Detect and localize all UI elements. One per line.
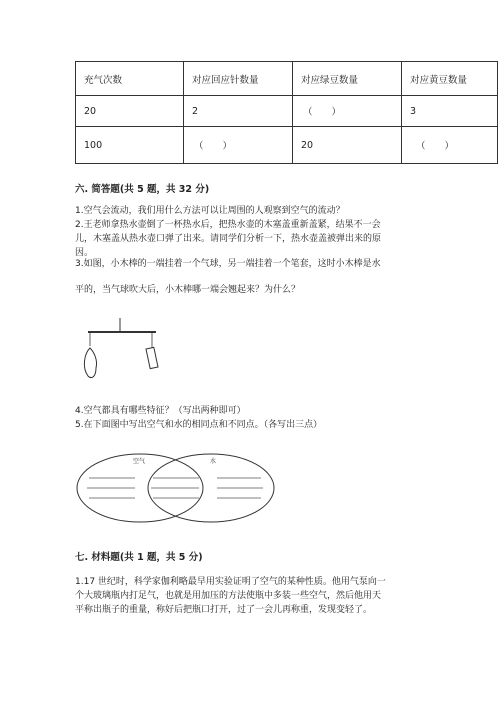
- question-3-line-2: 平的，当气球吹大后，小木棒哪一端会翘起来？为什么？: [75, 285, 301, 295]
- table-header-cell: 对应绿豆数量: [293, 62, 402, 96]
- table-cell: 20: [293, 127, 402, 164]
- section-6-title: 六. 简答题(共 5 题，共 32 分): [75, 184, 210, 195]
- question-2-line-2: 儿，木塞盖从热水壶口弹了出来。请同学们分析一下，热水壶盖被弹出来的原: [75, 234, 382, 244]
- venn-right-label: 水: [210, 458, 217, 465]
- table-cell: 2: [184, 96, 293, 127]
- table-cell: 20: [76, 96, 184, 127]
- data-table: [75, 61, 498, 164]
- question-3-line-1: 3.如图，小木棒的一端挂着一个气球，另一端挂着一个笔套，这时小木棒是水: [75, 259, 381, 269]
- table-cell: （ ）: [402, 127, 498, 164]
- table-cell: 100: [76, 127, 184, 164]
- table-header-cell: 对应回应针数量: [184, 62, 293, 96]
- material-line-2: 个大玻璃瓶内打足气，也就是用加压的方法使瓶中多装一些空气，然后他用天: [75, 591, 382, 601]
- material-line-3: 平称出瓶子的重量，称好后把瓶口打开，过了一会儿再称重，发现变轻了。: [75, 605, 373, 615]
- balloon-icon: [84, 348, 96, 378]
- venn-answer-lines: [87, 478, 263, 498]
- table-cell: （ ）: [184, 127, 293, 164]
- section-7-title: 七. 材料题(共 1 题，共 5 分): [75, 552, 203, 563]
- table-cell: 3: [402, 96, 498, 127]
- question-2-line-1: 2.王老师拿热水壶倒了一杯热水后，把热水壶的木塞盖重新盖紧，结果不一会: [75, 220, 381, 230]
- table-cell: （ ）: [293, 96, 402, 127]
- question-1: 1.空气会流动，我们用什么方法可以让周围的人观察到空气的流动？: [75, 206, 345, 216]
- question-5: 5.在下面图中写出空气和水的相同点和不同点。（各写出三点）: [75, 420, 323, 430]
- balance-stick-figure: [78, 318, 168, 382]
- table-header-cell: 对应黄豆数量: [402, 62, 498, 96]
- question-4: 4.空气都具有哪些特征？（写出两种即可）: [75, 406, 246, 416]
- table-header-row: [76, 62, 498, 96]
- venn-diagram: [75, 450, 275, 530]
- table-header-cell: 充气次数: [76, 62, 184, 96]
- venn-left-label: 空气: [133, 458, 146, 465]
- table-row: [76, 127, 498, 164]
- question-2-line-3: 因。: [75, 248, 94, 258]
- pen-cap-icon: [146, 347, 158, 368]
- material-line-1: 1.17 世纪时，科学家伽利略最早用实验证明了空气的某种性质。他用气泵向一: [75, 577, 386, 587]
- table-row: [76, 96, 498, 127]
